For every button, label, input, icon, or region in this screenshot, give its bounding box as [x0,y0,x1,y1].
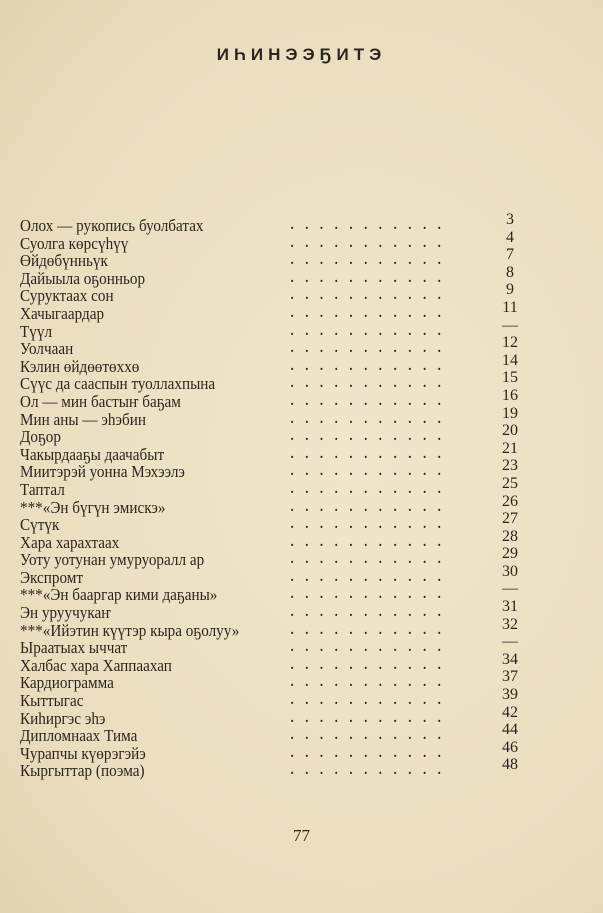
page-title: ИҺИНЭЭҔИТЭ [216,45,387,64]
leader-dots: ........... [290,587,453,603]
leader-dots: ........... [290,481,453,497]
leader-dots: ........... [290,745,453,761]
leader-dots: ........... [290,763,453,779]
toc-entry [20,305,452,323]
leader-dots: ........... [290,376,453,392]
toc-entry-title: ***«Ийэтин күүтэр кыра оҕолуу» [20,620,240,640]
toc-entry-title: Мин аны — эһэбин [20,409,146,429]
toc-entry-page: 15 [502,369,518,387]
leader-dots: ........... [290,305,453,321]
toc-entry-title: ***«Эн бүгүн эмискэ» [20,497,166,517]
toc-entry-page: 27 [502,510,518,528]
toc-entry [20,657,452,675]
toc-entry [20,340,452,358]
toc-entry-page: 3 [506,211,514,228]
toc-entry [20,674,452,692]
leader-dots: ........... [290,235,453,251]
toc-entry [20,762,452,780]
table-of-contents [20,217,490,780]
toc-entry-page: 28 [502,527,518,545]
toc-entry-title: Кэлин өйдөөтөххө [20,356,140,376]
toc-entry-title: Миитэрэй уонна Мэхээлэ [20,462,185,482]
toc-entry [20,428,452,446]
toc-entry-title: Халбас хара Хаппаахап [20,655,172,675]
toc-entry-title: Олох — рукопись буолбатах [20,216,204,235]
toc-entry-page: 42 [502,703,518,721]
toc-entry-title: Түүл [20,321,53,341]
toc-entry [20,411,452,429]
toc-entry-title: Киһиргэс эһэ [20,708,106,728]
toc-entry [20,287,452,305]
toc-entry-title: ***«Эн бааргар кими даҕаны» [20,585,218,605]
toc-entry-title: Дайыыла оҕонньор [20,268,146,288]
leader-dots: ........... [290,657,453,673]
toc-entry-title: Эн уруучукаҥ [20,603,111,623]
toc-entry-title: Экспромт [20,567,84,587]
toc-entry [20,710,452,728]
toc-entry-page: 12 [502,334,518,352]
toc-entry-title: Дипломнаах Тима [20,726,138,746]
leader-dots: ........... [290,605,453,621]
toc-entry [20,358,452,376]
toc-entry-page: 4 [506,228,514,246]
toc-entry-page: 16 [502,386,518,404]
toc-entry-page: 7 [506,246,514,264]
toc-entry [20,727,452,745]
toc-entry-page: 26 [502,492,518,510]
toc-entry-page: — [502,316,518,334]
toc-entry-page: — [502,580,518,598]
toc-entry-page: 8 [506,263,514,281]
toc-entry-title: Хара харахтаах [20,532,120,552]
leader-dots: ........... [290,552,453,568]
toc-entry [20,499,452,517]
toc-entry [20,622,452,640]
toc-entry [20,586,452,604]
page-numbers-column [495,211,525,774]
leader-dots: ........... [290,675,453,691]
leader-dots: ........... [290,534,453,550]
toc-entry-title: Уоту уотунан умуруоралл ар [20,550,205,570]
toc-entry [20,393,452,411]
toc-entry [20,481,452,499]
toc-entry-title: Чурапчы күөрэгэйэ [20,743,146,763]
toc-entry-page: 32 [502,615,518,633]
toc-entry-page: 21 [502,439,518,457]
toc-entry-title: Кыттыгас [20,691,84,711]
toc-entry-title: Ол — мин бастыҥ баҕам [20,391,181,411]
toc-entry [20,569,452,587]
toc-entry-title: Чакырдааҕы даачабыт [20,444,165,464]
toc-entry [20,463,452,481]
leader-dots: ........... [290,446,453,462]
toc-entry [20,375,452,393]
toc-entry-page: 14 [502,351,518,369]
toc-entry [20,270,452,288]
toc-entry [20,692,452,710]
leader-dots: ........... [290,411,453,427]
toc-entry-title: Таптал [20,479,65,499]
leader-dots: ........... [290,288,453,304]
toc-entry [20,745,452,763]
toc-entry-title: Суолга көрсүһүү [20,233,129,253]
toc-entry [20,534,452,552]
toc-entry-page: — [502,633,518,651]
toc-entry-page: 39 [502,686,518,704]
toc-entry-title: Ыраатыах ыччат [20,638,128,658]
leader-dots: ........... [290,323,453,339]
leader-dots: ........... [290,728,453,744]
toc-entry-page: 9 [506,281,514,299]
toc-entry [20,551,452,569]
leader-dots: ........... [290,253,453,269]
toc-entry-title: Кардиограмма [20,673,114,693]
toc-entry [20,235,452,253]
toc-entry-page: 44 [502,721,518,739]
leader-dots: ........... [290,693,453,709]
leader-dots: ........... [290,270,453,286]
toc-entry-title: Уолчаан [20,339,74,359]
toc-entry-page: 20 [502,422,518,440]
toc-entry-page: 29 [502,545,518,563]
leader-dots: ........... [290,569,453,585]
toc-entry [20,516,452,534]
toc-entry-page: 30 [502,562,518,580]
leader-dots: ........... [290,622,453,638]
toc-entry-title: Хачыгаардар [20,303,105,323]
leader-dots: ........... [290,341,453,357]
toc-entry-title: Суруктаах сон [20,286,114,306]
leader-dots: ........... [290,517,453,533]
toc-entry-page: 37 [502,668,518,686]
toc-entry-title: Сүүс да сааспын туоллахпына [20,374,216,394]
page-number: 77 [293,826,310,845]
leader-dots: ........... [290,358,453,374]
toc-entry-title: Доҕор [20,427,61,447]
toc-entry-page: 46 [502,738,518,756]
leader-dots: ........... [290,218,453,233]
leader-dots: ........... [290,429,453,445]
toc-entry [20,639,452,657]
toc-entry [20,252,452,270]
toc-entry-page: 19 [502,404,518,422]
toc-entry-page: 34 [502,650,518,668]
leader-dots: ........... [290,710,453,726]
leader-dots: ........... [290,393,453,409]
toc-entry-title: Кыргыттар (поэма) [20,761,145,781]
toc-entry [20,446,452,464]
toc-entry [20,604,452,622]
leader-dots: ........... [290,640,453,656]
toc-entry-page: 11 [502,298,518,316]
toc-entry-page: 48 [502,756,518,774]
toc-entry [20,217,452,235]
leader-dots: ........... [290,464,453,480]
leader-dots: ........... [290,499,453,515]
toc-entry-page: 25 [502,474,518,492]
toc-entry [20,323,452,341]
toc-entry-title: Сүтүк [20,515,60,535]
toc-entry-page: 23 [502,457,518,475]
toc-entry-title: Өйдөбүнньүк [20,251,108,271]
toc-entry-page: 31 [502,598,518,616]
